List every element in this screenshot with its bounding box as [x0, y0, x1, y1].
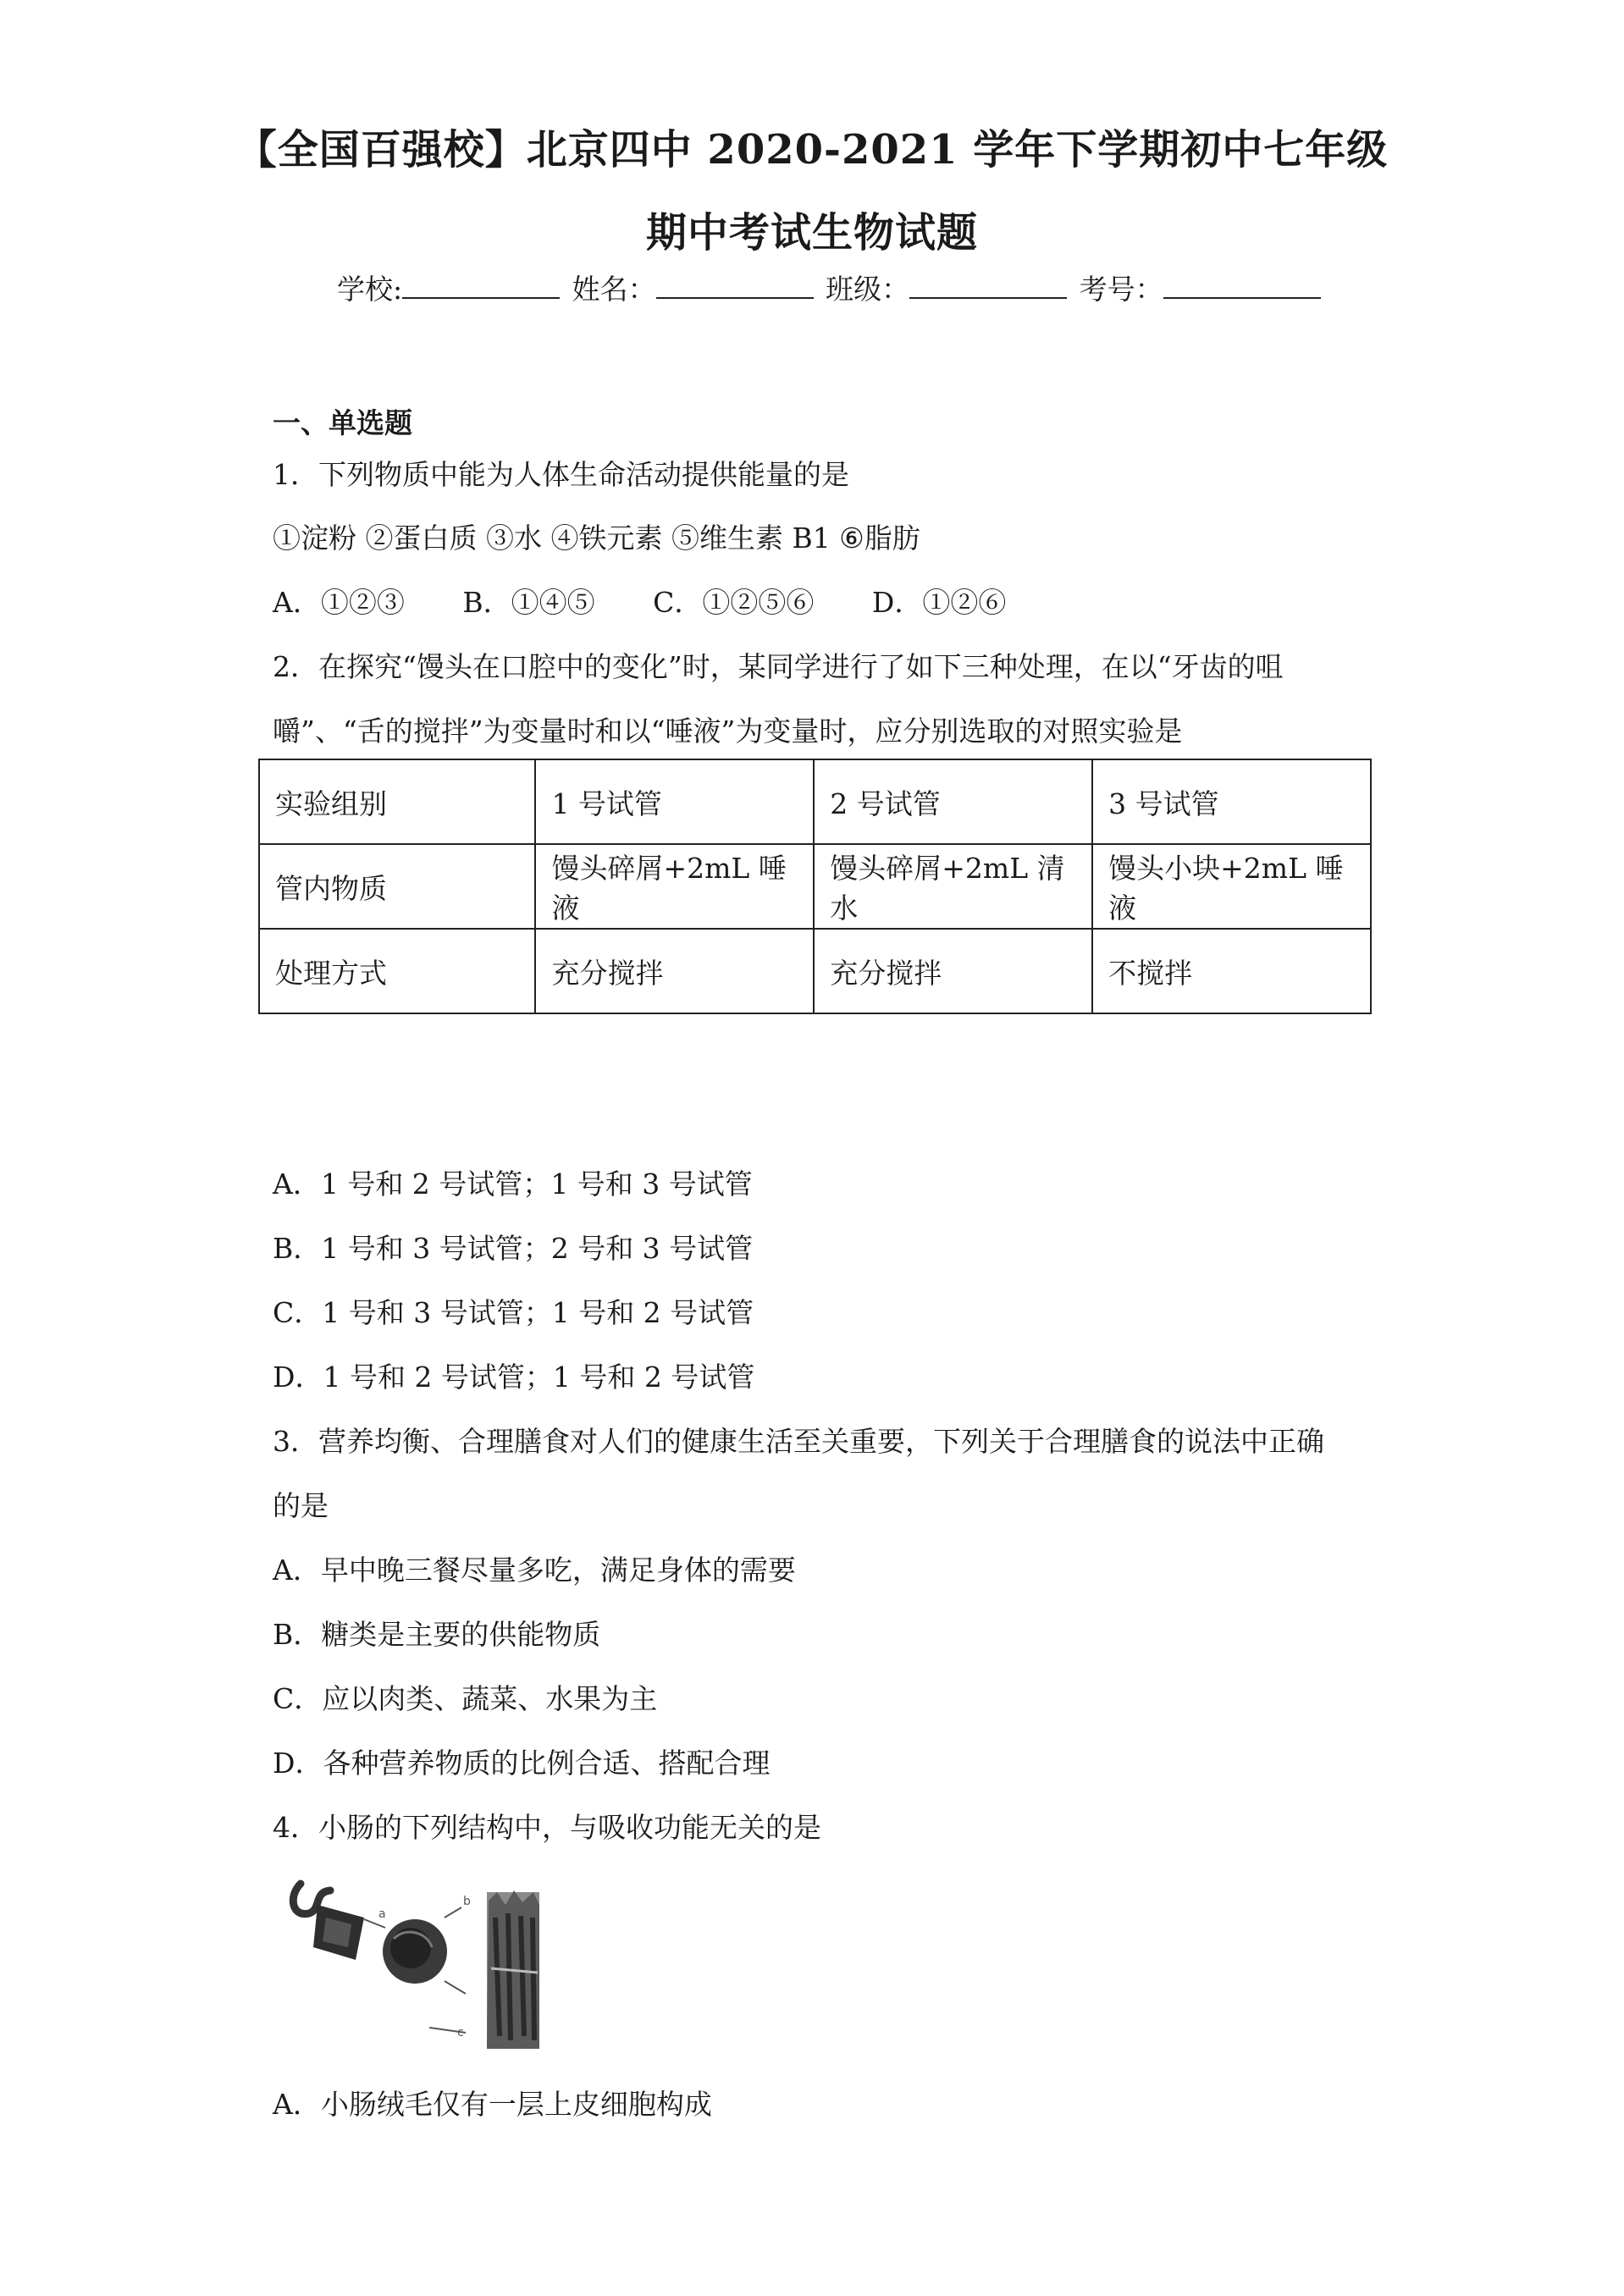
q3-stem-line2: 的是 — [273, 1489, 329, 1522]
school-blank — [402, 277, 560, 299]
class-label: 班级： — [826, 273, 910, 306]
table-cell: 馒头碎屑+2mL 唾液 — [535, 844, 814, 929]
q2-option-c[interactable]: C．1 号和 3 号试管；1 号和 2 号试管 — [273, 1296, 754, 1329]
q2-option-b[interactable]: B．1 号和 3 号试管；2 号和 3 号试管 — [273, 1232, 754, 1265]
table-cell: 处理方式 — [259, 929, 535, 1013]
figure-label-a: a — [378, 1907, 386, 1921]
table-cell: 1 号试管 — [535, 759, 814, 844]
school-label: 学校: — [337, 273, 403, 306]
q3-option-d[interactable]: D．各种营养物质的比例合适、搭配合理 — [273, 1747, 771, 1780]
table-cell: 2 号试管 — [814, 759, 1092, 844]
q1-option-c[interactable]: C．①②⑤⑥ — [653, 586, 815, 619]
exam-number-blank — [1163, 277, 1321, 299]
table-cell: 充分搅拌 — [535, 929, 814, 1013]
q4-option-a[interactable]: A．小肠绒毛仅有一层上皮细胞构成 — [273, 2088, 712, 2121]
q1-items: ①淀粉 ②蛋白质 ③水 ④铁元素 ⑤维生素 B1 ⑥脂肪 — [273, 522, 920, 555]
table-cell: 实验组别 — [259, 759, 535, 844]
section-title: 一、单选题 — [273, 406, 412, 439]
figure-label-c: c — [457, 2026, 464, 2039]
q1-option-a[interactable]: A．①②③ — [273, 586, 405, 619]
q2-stem-line1: 2．在探究“馒头在口腔中的变化”时，某同学进行了如下三种处理，在以“牙齿的咀 — [273, 650, 1284, 683]
q1-option-d[interactable]: D．①②⑥ — [871, 586, 1007, 619]
q1-stem: 1．下列物质中能为人体生命活动提供能量的是 — [273, 458, 849, 491]
intestine-structure-figure — [284, 1867, 546, 2055]
q2-stem-line2: 嚼”、“舌的搅拌”为变量时和以“唾液”为变量时，应分别选取的对照实验是 — [273, 715, 1183, 748]
q2-option-d[interactable]: D．1 号和 2 号试管；1 号和 2 号试管 — [273, 1360, 755, 1394]
experiment-table — [258, 759, 1372, 1014]
q3-option-c[interactable]: C．应以肉类、蔬菜、水果为主 — [273, 1682, 658, 1715]
name-blank — [656, 277, 814, 299]
table-row — [259, 844, 1371, 929]
table-row — [259, 929, 1371, 1013]
table-cell: 馒头小块+2mL 唾液 — [1092, 844, 1371, 929]
q1-options — [273, 581, 1055, 621]
q3-stem-line1: 3．营养均衡、合理膳食对人们的健康生活至关重要，下列关于合理膳食的说法中正确 — [273, 1425, 1324, 1458]
name-label: 姓名： — [572, 273, 656, 306]
figure-label-b: b — [463, 1895, 471, 1908]
table-cell: 不搅拌 — [1092, 929, 1371, 1013]
student-info-row — [337, 268, 1324, 307]
exam-subtitle: 期中考试生物试题 — [645, 209, 978, 257]
q4-stem: 4．小肠的下列结构中，与吸收功能无关的是 — [273, 1811, 821, 1844]
q1-option-b[interactable]: B．①④⑤ — [462, 586, 595, 619]
q3-option-a[interactable]: A．早中晚三餐尽量多吃，满足身体的需要 — [273, 1554, 796, 1587]
q2-option-a[interactable]: A．1 号和 2 号试管；1 号和 3 号试管 — [273, 1167, 753, 1200]
table-header-row — [259, 759, 1371, 844]
table-cell: 3 号试管 — [1092, 759, 1371, 844]
exam-title: 【全国百强校】北京四中 2020-2021 学年下学期初中七年级 — [235, 126, 1389, 174]
exam-number-label: 考号： — [1079, 273, 1163, 306]
q3-option-b[interactable]: B．糖类是主要的供能物质 — [273, 1618, 601, 1651]
table-cell: 馒头碎屑+2mL 清水 — [814, 844, 1092, 929]
table-cell: 充分搅拌 — [814, 929, 1092, 1013]
table-cell: 管内物质 — [259, 844, 535, 929]
class-blank — [909, 277, 1067, 299]
